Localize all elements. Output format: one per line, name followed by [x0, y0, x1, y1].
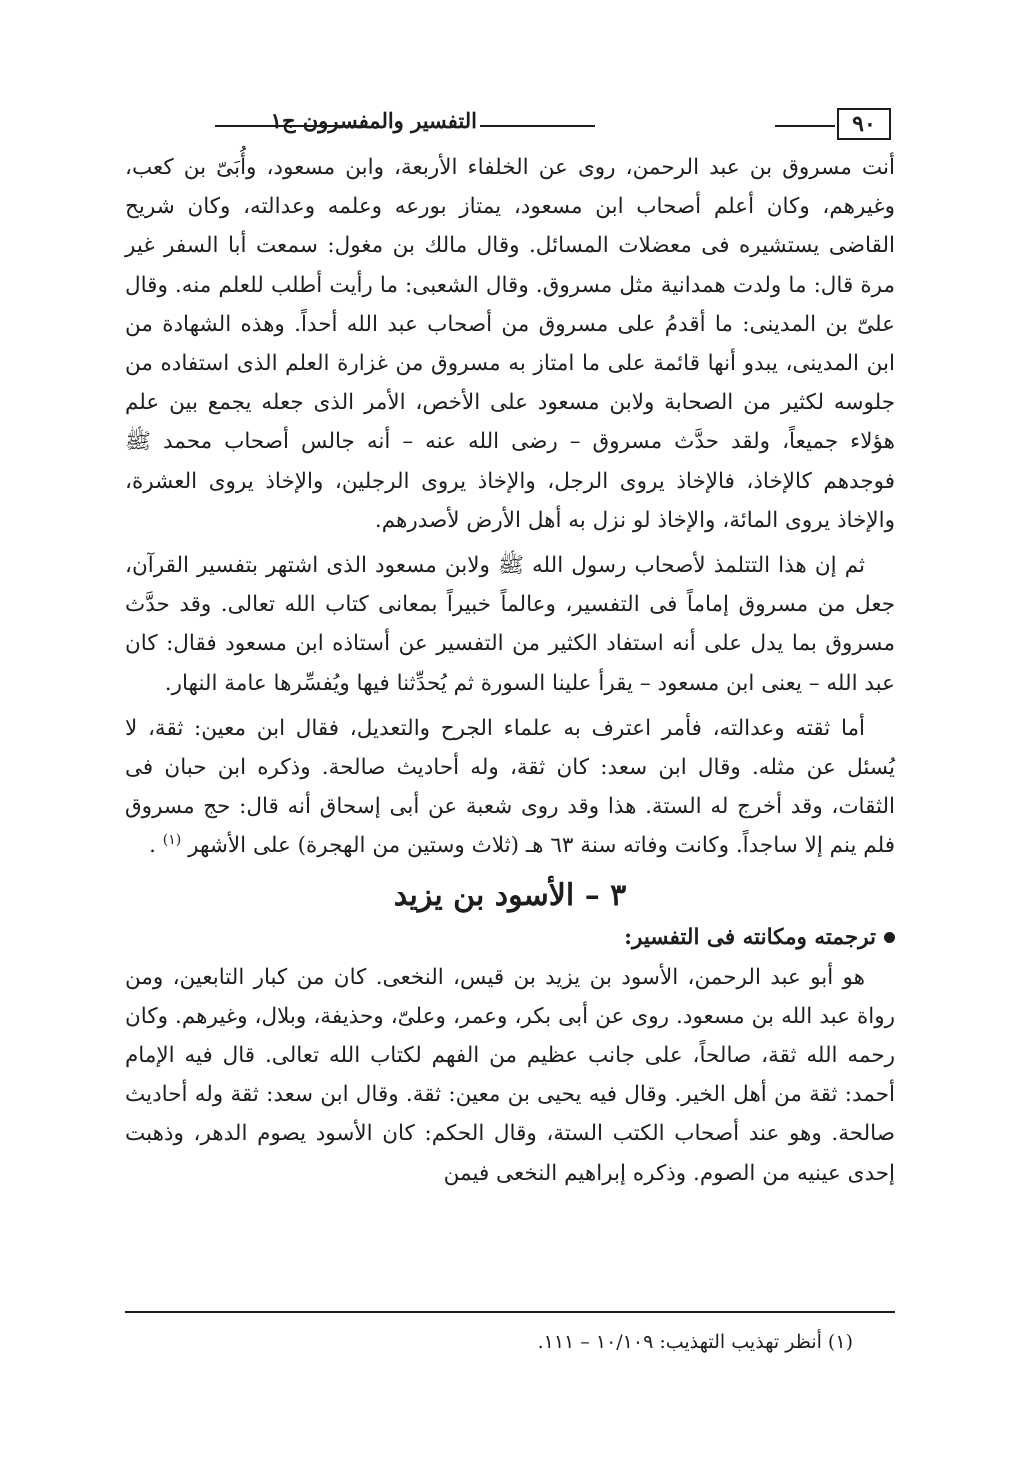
- page-number: ٩٠: [837, 108, 891, 140]
- paragraph-end: .: [149, 833, 156, 859]
- paragraph-masruq-bio: أنت مسروق بن عبد الرحمن، روى عن الخلفاء الأربعة، وابن مسعود، وأُبَىّ بن كعب، وغيرهم، وكان أعلم أصحاب ابن مسعود، يمتاز بورعه وعلمه وعدالته، وكان شريح القاضى يستشيره فى معضلات المسائل. وقال مالك بن مغول: سمعت أبا السفر غير مرة قال: ما ولدت همدانية مثل مسروق. وقال الشعبى: ما رأيت أطلب للعلم منه. وقال علىّ بن المدينى: ما أقدمُ على مسروق من أصحاب عبد الله أحداً. وهذه الشهادة من ابن المدينى، يبدو أنها قائمة على ما امتاز به مسروق من غزارة العلم الذى استفاده من جلوسه لكثير من الصحابة ولابن مسعود على الأخص، الأمر الذى جعله يجمع بين علم هؤلاء جميعاً، ولقد حدَّث مسروق – رضى الله عنه – أنه جالس أصحاب محمد ﷺ فوجدهم كالإخاذ، فالإخاذ يروى الرجل، والإخاذ يروى الرجلين، والإخاذ يروى العشرة، والإخاذ يروى المائة، والإخاذ لو نزل به أهل الأرض لأصدرهم.: [125, 155, 895, 533]
- paragraph-aswad-bio: هو أبو عبد الرحمن، الأسود بن يزيد بن قيس، النخعى. كان من كبار التابعين، ومن رواة عبد الله بن مسعود. روى عن أبى بكر، وعمر، وعلىّ، وحذيفة، وبلال، وغيرهم. وكان رحمه الله ثقة، صالحاً، على جانب عظيم من الفهم لكتاب الله تعالى. قال فيه الإمام أحمد: ثقة من أهل الخير. وقال فيه يحيى بن معين: ثقة. وقال ابن سعد: ثقة وله أحاديث صالحة. وهو عند أصحاب الكتب الستة، وقال الحكم: كان الأسود يصوم الدهر، وذهبت إحدى عينيه من الصوم. وذكره إبراهيم النخعى فيمن: [125, 964, 895, 1186]
- subsection-heading: [125, 918, 895, 958]
- running-title: التفسير والمفسرون ج١: [270, 108, 477, 133]
- footnote: (١) أنظر تهذيب التهذيب: ١٠/١٠٩ – ١١١.: [537, 1331, 853, 1353]
- page: [125, 96, 895, 1193]
- paragraph-masruq-reliability: [125, 709, 895, 866]
- footnote-reference[interactable]: (١): [162, 832, 182, 849]
- footnote-divider: [125, 1311, 895, 1313]
- paragraph-text: أما ثقته وعدالته، فأمر اعترف به علماء الجرح والتعديل، فقال ابن معين: ثقة، لا يُسئل عن مثله. وقال ابن سعد: كان ثقة، وله أحاديث صالحة. وذكره ابن حبان فى الثقات، وقد أخرج له الستة. هذا وقد روى شعبة عن أبى إسحاق أنه قال: حج مسروق فلم ينم إلا ساجداً. وكانت وفاته سنة ٦٣ هـ (ثلاث وستين من الهجرة) على الأشهر: [125, 715, 895, 859]
- section-title: ٣ – الأسود بن يزيد: [393, 877, 627, 913]
- header-rule: [480, 125, 595, 127]
- subsection-label: ترجمته ومكانته فى التفسير:: [624, 924, 876, 950]
- header-rule: [775, 125, 835, 127]
- running-header: [125, 96, 895, 148]
- paragraph-masruq-tafsir: ثم إن هذا التتلمذ لأصحاب رسول الله ﷺ ولابن مسعود الذى اشتهر بتفسير القرآن، جعل من مسروق إماماً فى التفسير، وعالماً خبيراً بمعانى كتاب الله تعالى. وقد حدَّث مسروق بما يدل على أنه استفاد الكثير من التفسير عن أستاذه ابن مسعود فقال: كان عبد الله – يعنى ابن مسعود – يقرأ علينا السورة ثم يُحدِّثنا فيها ويُفسِّرها عامة النهار.: [125, 553, 895, 696]
- bullet-icon: [884, 932, 895, 943]
